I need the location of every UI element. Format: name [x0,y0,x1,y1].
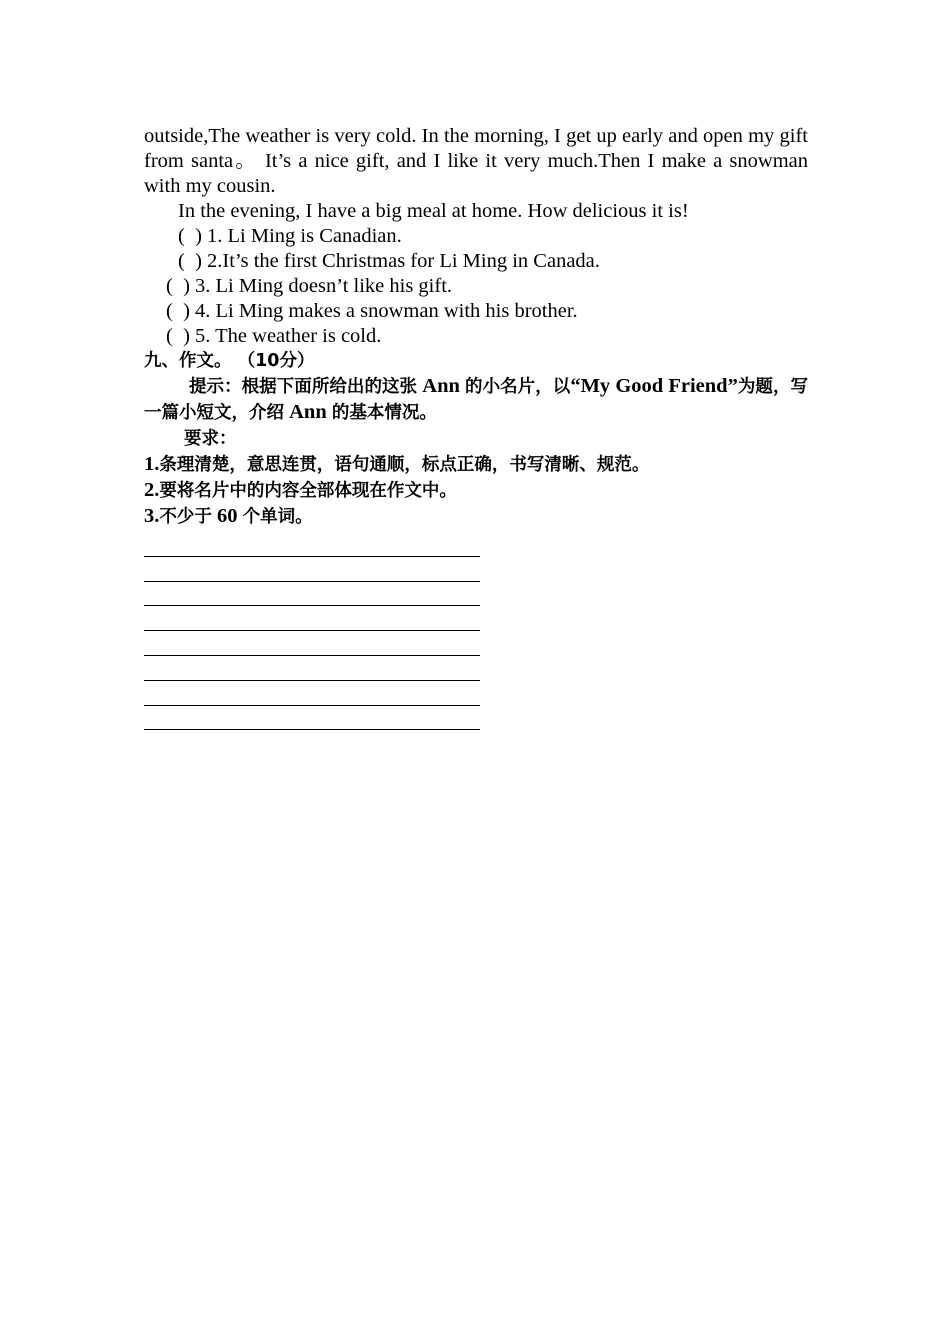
question-list [144,224,808,349]
tip-prefix: 提示：根据下面所给出的这张 [189,377,418,397]
tip-ann-2: Ann [284,401,332,423]
question-item-3: ( ) 3. Li Ming doesn’t like his gift. [166,275,453,297]
requirement-1 [144,452,808,478]
answer-line [144,631,480,656]
requirement-1-number: 1. [144,453,160,475]
passage-paragraph-2: In the evening, I have a big meal at home. How delicious it is! [178,200,689,222]
requirement-2-text: 要将名片中的内容全部体现在作文中。 [159,481,457,501]
question-item-1: ( ) 1. Li Ming is Canadian. [178,225,402,247]
requirement-2 [144,478,808,504]
answer-line [144,557,480,582]
tip-ann-1: Ann [417,375,466,397]
tip-end: 的基本情况。 [331,403,437,423]
tip-title-quote: “My Good Friend” [570,375,738,397]
requirements-label [144,426,808,452]
question-item-5: ( ) 5. The weather is cold. [166,325,382,347]
answer-line [144,656,480,681]
question-item-2: ( ) 2.It’s the first Christmas for Li Ming in Canada. [178,250,600,272]
requirement-3-post: 个单词。 [242,507,313,527]
writing-section-title: 九、作文。 （10分） [144,351,315,371]
requirements-label-text: 要求： [184,429,237,449]
passage-paragraph-1: outside,The weather is very cold. In the morning, I get up early and open my gift from santa。 It’s a nice gift, and I like it very much.Then I make a snowman with my cousin. [144,125,808,197]
document-page [144,124,808,730]
answer-line [144,532,480,557]
writing-tip [144,374,808,426]
requirement-3-count: 60 [211,505,243,527]
answer-lines [144,532,480,730]
question-item-4: ( ) 4. Li Ming makes a snowman with his brother. [166,300,578,322]
requirement-1-text: 条理清楚，意思连贯，语句通顺，标点正确，书写清晰、规范。 [159,455,650,475]
answer-line [144,606,480,631]
requirement-3-pre: 不少于 [159,507,212,527]
answer-line [144,582,480,607]
requirement-2-number: 2. [144,479,160,501]
requirement-3 [144,504,808,530]
answer-line [144,706,480,731]
tip-mid: 的小名片，以 [465,377,571,397]
answer-line [144,681,480,706]
tip-mid-2: 为题，写一篇小短文，介绍 [144,377,809,423]
requirement-3-number: 3. [144,505,160,527]
